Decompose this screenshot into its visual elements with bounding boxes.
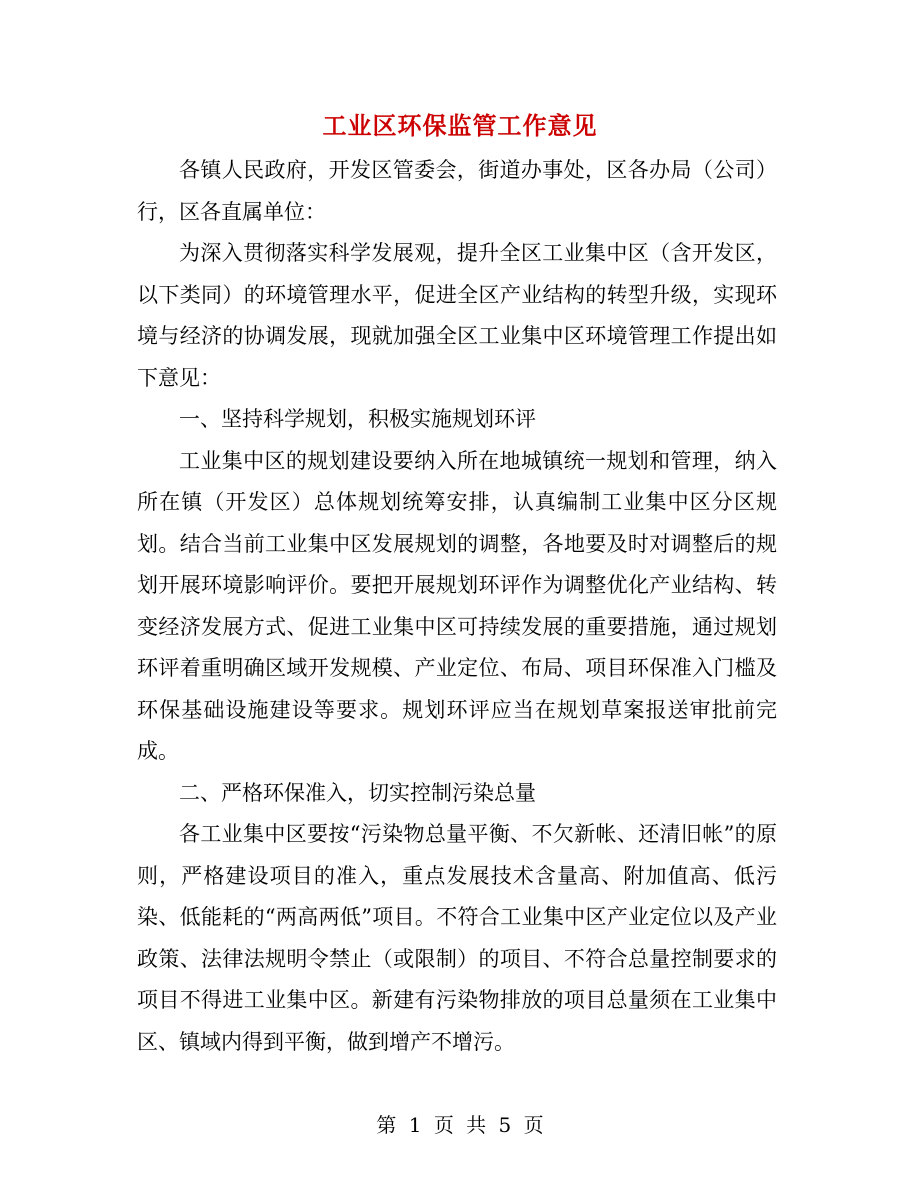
document-title: 工业区环保监管工作意见 xyxy=(322,111,598,140)
addressee-paragraph: 各镇人民政府，开发区管委会，街道办事处，区各办局（公司）行，区各直属单位： xyxy=(137,158,777,224)
section-heading-1: 一、坚持科学规划，积极实施规划环评 xyxy=(179,407,536,431)
section-2-paragraph: 各工业集中区要按“污染物总量平衡、不欠新帐、还清旧帐”的原则，严格建设项目的准入，重点发展技术含量高、附加值高、低污染、低能耗的“两高两低”项目。不符合工业集中区产业定位以及产业政策、法律法规明令禁止（或限制）的项目、不符合总量控制要求的项目不得进工业集中区。新建有污染物排放的项目总量须在工业集中区、镇域内得到平衡，做到增产不增污。 xyxy=(137,822,777,1054)
page-number-footer: 第 1 页 共 5 页 xyxy=(376,1113,544,1137)
section-heading-2: 二、严格环保准入，切实控制污染总量 xyxy=(179,780,536,805)
section-1-paragraph: 工业集中区的规划建设要纳入所在地城镇统一规划和管理，纳入所在镇（开发区）总体规划统筹安排，认真编制工业集中区分区规划。结合当前工业集中区发展规划的调整，各地要及时对调整后的规划开展环境影响评价。要把开展规划环评作为调整优化产业结构、转变经济发展方式、促进工业集中区可持续发展的重要措施，通过规划环评着重明确区域开发规模、产业定位、布局、项目环保准入门槛及环保基础设施建设等要求。规划环评应当在规划草案报送审批前完成。 xyxy=(137,448,777,763)
intro-paragraph: 为深入贯彻落实科学发展观，提升全区工业集中区（含开发区，以下类同）的环境管理水平，促进全区产业结构的转型升级，实现环境与经济的协调发展，现就加强全区工业集中区环境管理工作提出如下意见： xyxy=(137,241,777,390)
document-body xyxy=(137,150,777,1063)
